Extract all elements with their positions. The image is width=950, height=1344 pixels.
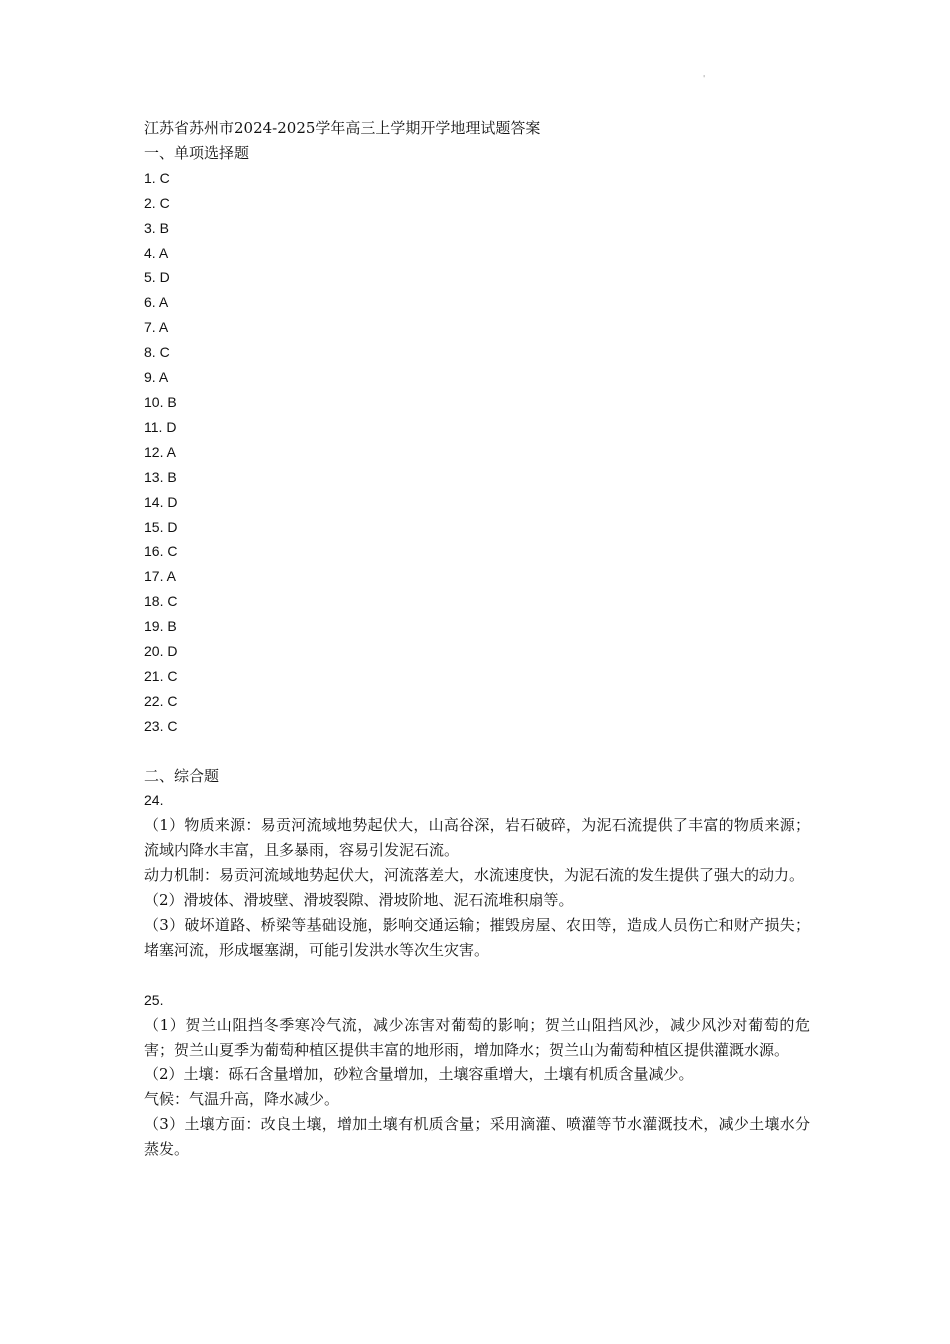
answer-number: 19 . <box>144 618 167 634</box>
answer-number: 23 . <box>144 718 167 734</box>
answer-choice: A <box>166 443 176 460</box>
answer-choice: C <box>167 667 178 684</box>
document-title: 江苏省苏州市2024-2025学年高三上学期开学地理试题答案 <box>144 119 541 137</box>
question-25-part3: （3）土壤方面：改良土壤，增加土壤有机质含量；采用滴灌、喷灌等节水灌溉技术，减少土壤水分蒸发。 <box>144 1115 810 1159</box>
answer-number: 2 . <box>144 195 160 211</box>
answer-item <box>144 365 810 390</box>
answer-choice: A <box>158 244 169 261</box>
answer-choice: C <box>167 593 178 610</box>
answer-number: 20 . <box>144 643 167 659</box>
question-24-number: 24. <box>144 792 164 809</box>
question-24-part2: （2）滑坡体、滑坡壁、滑坡裂隙、滑坡阶地、泥石流堆积扇等。 <box>144 891 574 910</box>
answer-choice: C <box>167 717 178 734</box>
answer-number: 5 . <box>144 269 160 285</box>
spacer <box>144 739 810 764</box>
answer-item <box>144 415 810 440</box>
answer-item <box>144 490 810 515</box>
question-25-number: 25. <box>144 991 164 1008</box>
answer-choice: B <box>167 618 177 635</box>
question-25-climate: 气候：气温升高，降水减少。 <box>144 1090 340 1109</box>
answer-number: 14 . <box>144 494 167 510</box>
answer-number: 3 . <box>144 220 160 236</box>
answer-item <box>144 191 810 216</box>
answer-choice: B <box>159 219 169 236</box>
answer-number: 15 . <box>144 519 167 535</box>
answer-item <box>144 689 810 714</box>
answer-number: 13 . <box>144 469 167 485</box>
answer-item <box>144 315 810 340</box>
answer-item <box>144 390 810 415</box>
answer-choice: C <box>167 692 178 709</box>
answer-item <box>144 241 810 266</box>
header-mark: ' <box>703 74 706 83</box>
answer-list <box>144 166 810 739</box>
answer-choice: D <box>167 493 178 510</box>
answer-item <box>144 216 810 241</box>
answer-item <box>144 340 810 365</box>
answer-number: 17 . <box>144 568 167 584</box>
question-25-soil: （2）土壤：砾石含量增加，砂粒含量增加，土壤容重增大，土壤有机质含量减少。 <box>144 1065 694 1084</box>
answer-choice: C <box>159 344 170 361</box>
answer-item <box>144 564 810 589</box>
question-24-dynamic: 动力机制：易贡河流域地势起伏大，河流落差大，水流速度快，为泥石流的发生提供了强大的动力。 <box>144 866 805 885</box>
answer-choice: C <box>159 194 170 211</box>
spacer <box>144 963 810 988</box>
question-24-part1: （1）物质来源：易贡河流域地势起伏大，山高谷深，岩石破碎，为泥石流提供了丰富的物质来源；流域内降水丰富，且多暴雨，容易引发泥石流。 <box>144 816 810 860</box>
answer-choice: B <box>167 468 177 485</box>
answer-choice: C <box>167 543 178 560</box>
answer-choice: A <box>158 369 169 386</box>
answer-item <box>144 639 810 664</box>
answer-number: 8 . <box>144 344 160 360</box>
answer-choice: D <box>167 643 178 660</box>
answer-choice: A <box>158 319 169 336</box>
answer-item <box>144 465 810 490</box>
answer-item <box>144 166 810 191</box>
answer-item <box>144 290 810 315</box>
answer-choice: A <box>166 568 176 585</box>
answer-item <box>144 515 810 540</box>
answer-number: 7 . <box>144 319 159 335</box>
answer-number: 12 . <box>144 444 167 460</box>
answer-number: 18 . <box>144 593 167 609</box>
answer-number: 6 . <box>144 294 159 310</box>
answer-number: 11 . <box>144 419 166 435</box>
answer-number: 4 . <box>144 245 159 261</box>
answer-item <box>144 539 810 564</box>
answer-number: 16 . <box>144 543 167 559</box>
answer-choice: D <box>166 418 177 435</box>
section1-heading: 一、单项选择题 <box>144 143 250 162</box>
document-content <box>144 116 810 1162</box>
answer-number: 9 . <box>144 369 159 385</box>
answer-number: 22 . <box>144 693 167 709</box>
answer-choice: C <box>159 169 170 186</box>
answer-number: 10 . <box>144 394 167 410</box>
answer-number: 21 . <box>144 668 167 684</box>
answer-item <box>144 614 810 639</box>
section2-heading: 二、综合题 <box>144 766 220 785</box>
answer-number: 1 . <box>144 170 160 186</box>
answer-item <box>144 664 810 689</box>
answer-choice: D <box>167 518 178 535</box>
answer-item <box>144 589 810 614</box>
answer-item <box>144 440 810 465</box>
answer-item <box>144 714 810 739</box>
answer-choice: B <box>167 393 177 410</box>
question-24-part3: （3）破坏道路、桥梁等基础设施，影响交通运输；摧毁房屋、农田等，造成人员伤亡和财产损失；堵塞河流，形成堰塞湖，可能引发洪水等次生灾害。 <box>144 915 810 959</box>
answer-item <box>144 265 810 290</box>
answer-choice: D <box>159 269 170 286</box>
question-25-part1: （1）贺兰山阻挡冬季寒冷气流，减少冻害对葡萄的影响；贺兰山阻挡风沙，减少风沙对葡萄的危害；贺兰山夏季为葡萄种植区提供丰富的地形雨，增加降水；贺兰山为葡萄种植区提供灌溉水源。 <box>144 1015 810 1059</box>
answer-choice: A <box>158 294 169 311</box>
